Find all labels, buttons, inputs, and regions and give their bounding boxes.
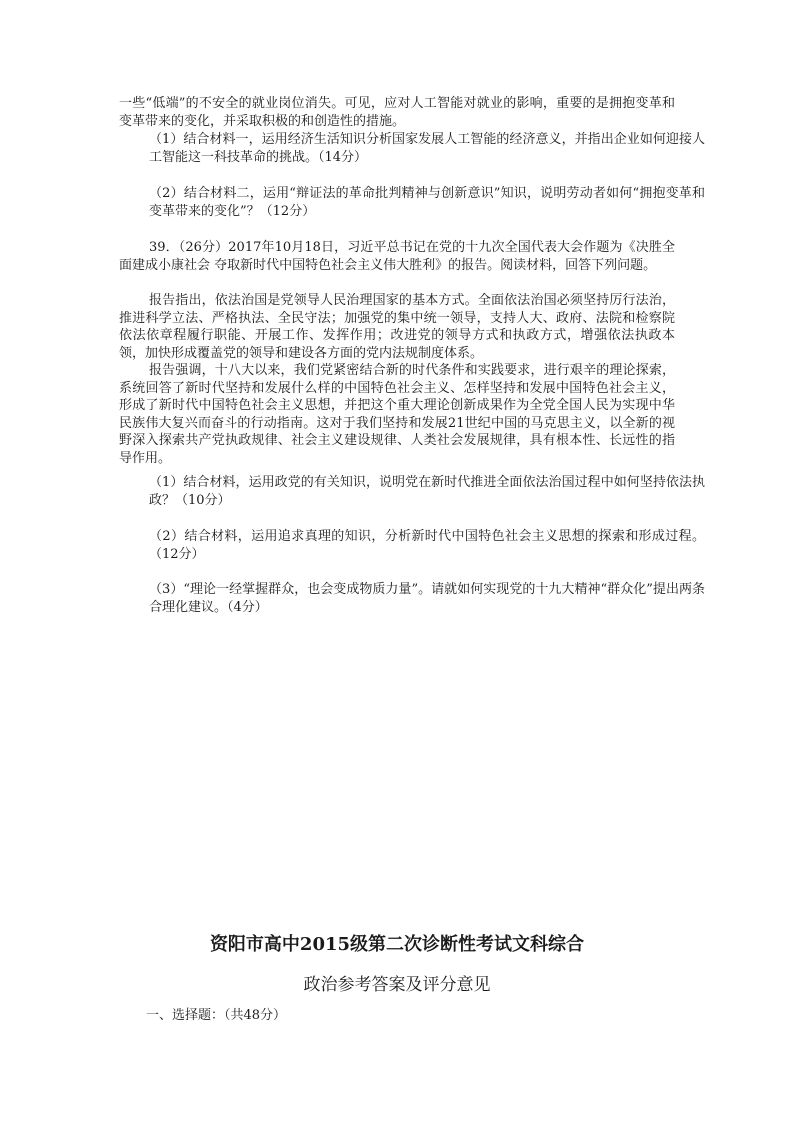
section-one-heading: 一、选择题：（共48分）	[146, 1008, 287, 1023]
q39-sub3: （3）“理论一经掌握群众，也会变成物质力量”。请就如何实现党的十九大精神“群众化”提出两条合理化建议。（4分）	[149, 582, 705, 615]
q39-intro: 39．（26分）2017年10月18日，习近平总书记在党的十九次全国代表大会作题为《决胜全面建成小康社会 夺取新时代中国特色社会主义伟大胜利》的报告。阅读材料，回答下列问题。	[119, 240, 675, 273]
answer-title: 资阳市高中2015级第二次诊断性考试文科综合	[209, 934, 585, 955]
q39-sub1: （1）结合材料，运用政党的有关知识，说明党在新时代推进全面依法治国过程中如何坚持依法执政？（10分）	[149, 475, 705, 508]
q38-sub2: （2）结合材料二，运用“辩证法的革命批判精神与创新意识”知识，说明劳动者如何“拥抱变革和变革带来的变化”？（12分）	[149, 186, 705, 219]
material-continuation: 一些“低端”的不安全的就业岗位消失。可见，应对人工智能对就业的影响，重要的是拥抱变革和变革带来的变化，并采取积极的和创造性的措施。	[119, 96, 675, 129]
q39-material-para2: 报告强调，十八大以来，我们党紧密结合新的时代条件和实践要求，进行艰辛的理论探索，系统回答了新时代坚持和发展什么样的中国特色社会主义、怎样坚持和发展中国特色社会主义，形成了新时代中国特色社会主义思想，并把这个重大理论创新成果作为全党全国人民为实现中华民族伟大复兴而奋斗的行动指南。这对于我们坚持和发展21世纪中国的马克思主义，以全新的视野深入探索共产党执政规律、社会主义建设规律、人类社会发展规律，具有根本性、长远性的指导作用。	[119, 363, 675, 466]
answer-subtitle: 政治参考答案及评分意见	[303, 975, 491, 995]
q39-sub2: （2）结合材料，运用追求真理的知识，分析新时代中国特色社会主义思想的探索和形成过程。（12分）	[149, 529, 705, 562]
q38-sub1: （1）结合材料一，运用经济生活知识分析国家发展人工智能的经济意义，并指出企业如何迎接人工智能这一科技革命的挑战。（14分）	[149, 132, 705, 165]
q39-material-para1: 报告指出，依法治国是党领导人民治理国家的基本方式。全面依法治国必须坚持厉行法治，推进科学立法、严格执法、全民守法；加强党的集中统一领导，支持人大、政府、法院和检察院依法依章程履行职能、开展工作、发挥作用；改进党的领导方式和执政方式，增强依法执政本领，加快形成覆盖党的领导和建设各方面的党内法规制度体系。	[119, 293, 675, 361]
